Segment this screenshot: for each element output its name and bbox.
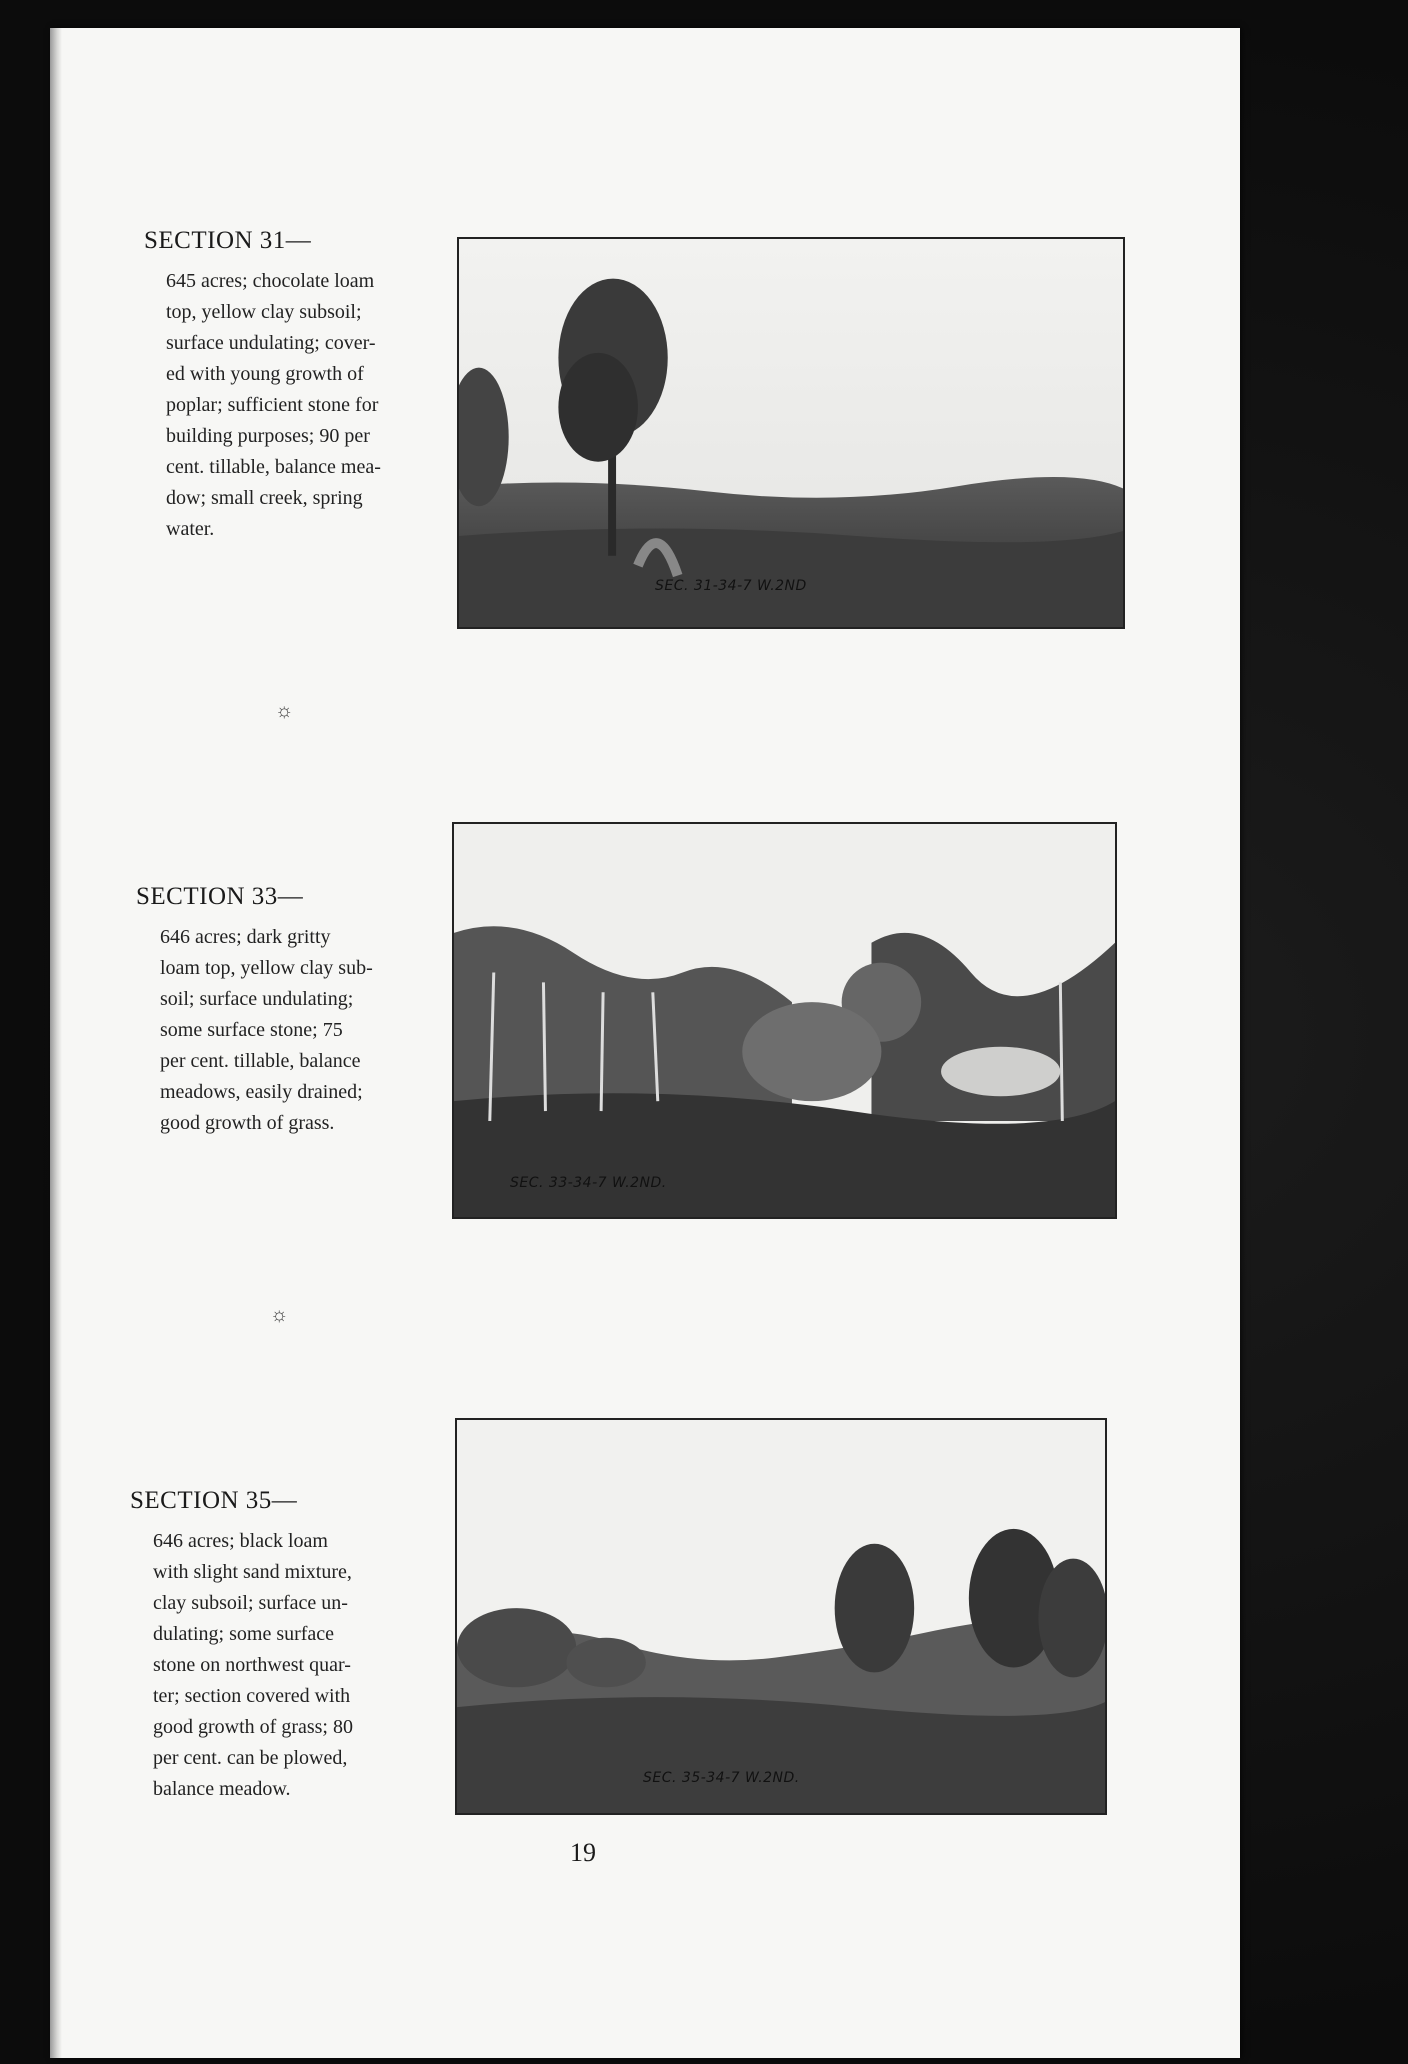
text-line: ed with young growth of (166, 363, 364, 385)
text-line: 645 acres; chocolate loam (166, 270, 375, 292)
text-line: ter; section covered with (153, 1685, 351, 1707)
text-line: dow; small creek, spring (166, 487, 363, 509)
text-line: with slight sand mixture, (153, 1561, 352, 1583)
section-33-description (160, 922, 430, 1139)
text-line: meadows, easily drained; (160, 1081, 363, 1103)
text-line: cent. tillable, balance mea- (166, 456, 381, 478)
section-33-photo (452, 822, 1117, 1219)
text-line: building purposes; 90 per (166, 425, 370, 447)
text-line: poplar; sufficient stone for (166, 394, 379, 416)
text-line: good growth of grass; 80 (153, 1716, 353, 1738)
text-line: dulating; some surface (153, 1623, 335, 1645)
text-line: balance meadow. (153, 1778, 291, 1800)
text-line: per cent. tillable, balance (160, 1050, 361, 1072)
text-line: surface undulating; cover- (166, 332, 376, 354)
text-line: top, yellow clay subsoil; (166, 301, 362, 323)
text-line: water. (166, 518, 215, 540)
section-31-heading: SECTION 31— (144, 227, 312, 254)
text-line: 646 acres; black loam (153, 1530, 328, 1552)
section-35-photo-caption: SEC. 35-34-7 W.2ND. (643, 1770, 800, 1786)
text-line: soil; surface undulating; (160, 988, 354, 1010)
landscape-photo-31 (459, 239, 1123, 627)
section-31-photo-caption: SEC. 31-34-7 W.2ND (655, 578, 807, 594)
section-31-photo (457, 237, 1125, 629)
text-line: per cent. can be plowed, (153, 1747, 348, 1769)
section-33-photo-caption: SEC. 33-34-7 W.2ND. (510, 1175, 667, 1191)
text-line: loam top, yellow clay sub- (160, 957, 373, 979)
text-line: good growth of grass. (160, 1112, 335, 1134)
landscape-photo-35 (457, 1420, 1105, 1813)
section-35-description (153, 1526, 423, 1805)
section-35-heading: SECTION 35— (130, 1487, 298, 1514)
page-number: 19 (570, 1838, 596, 1867)
text-line: stone on northwest quar- (153, 1654, 351, 1676)
section-33-heading: SECTION 33— (136, 883, 304, 910)
sun-ornament-icon: ☼ (275, 700, 294, 722)
section-35-photo (455, 1418, 1107, 1815)
text-line: 646 acres; dark gritty (160, 926, 331, 948)
page-spine-shadow (50, 28, 62, 2058)
section-31-description (166, 266, 438, 545)
text-line: clay subsoil; surface un- (153, 1592, 348, 1614)
landscape-photo-33 (454, 824, 1115, 1217)
sun-ornament-icon: ☼ (270, 1304, 289, 1326)
text-line: some surface stone; 75 (160, 1019, 343, 1041)
